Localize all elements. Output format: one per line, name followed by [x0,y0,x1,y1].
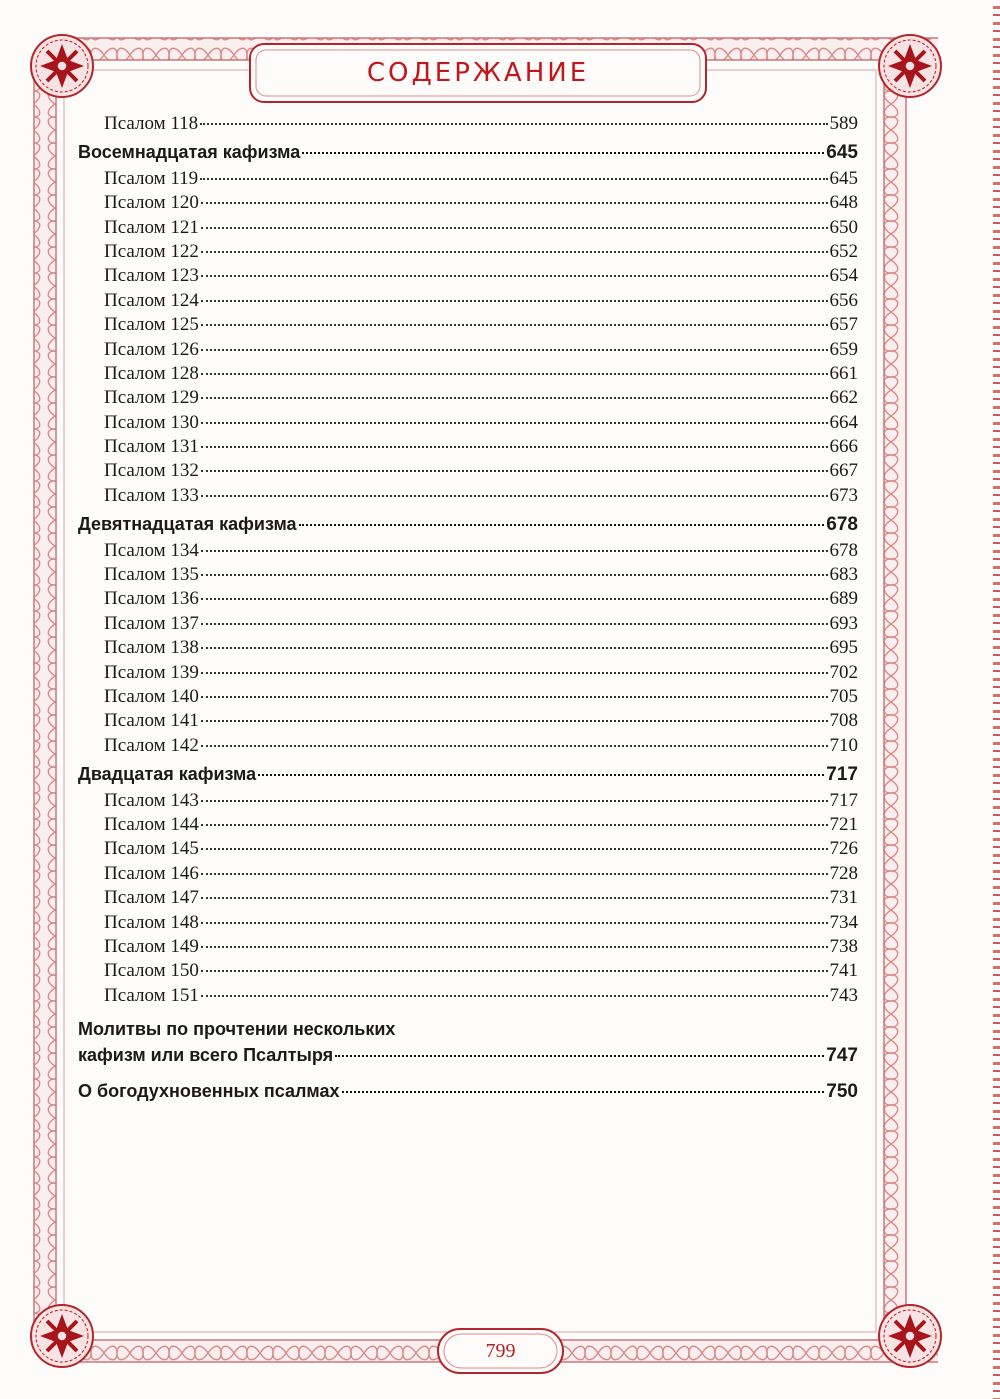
dot-leader [201,878,828,899]
page-title: СОДЕРЖАНИЕ [366,58,590,88]
toc-prayers-line2-row [78,1041,858,1065]
toc-heading-label: Девятнадцатая кафизма [78,514,297,535]
page-number: 799 [485,1339,516,1362]
toc-entry-label: Псалом 149 [104,935,199,957]
toc-entry-page: 693 [829,612,858,634]
toc-entry-label: Псалом 148 [104,911,199,933]
toc-entry-label: Псалом 131 [104,436,199,458]
toc-prayers-line1: Молитвы по прочтении нескольких [78,1019,396,1040]
toc-heading-page: 717 [826,764,858,786]
toc-prayers-line2: кафизм или всего Псалтыря [78,1045,334,1066]
toc-entry-page: 743 [829,984,858,1006]
toc-entry-label: Псалом 150 [104,960,199,982]
toc-entry-label: Псалом 141 [104,710,199,732]
toc-entry-label: Псалом 137 [104,612,199,634]
toc-entry[interactable] [78,108,858,132]
dot-leader [201,183,828,204]
toc-entry-label: Псалом 147 [104,887,199,909]
toc-entry-page: 654 [829,265,858,287]
dot-leader [201,976,828,997]
dot-leader [201,726,828,747]
dot-leader [201,927,828,948]
toc-entry-page: 689 [829,588,858,610]
toc-entry-page: 728 [829,862,858,884]
toc-entry-label: Псалом 143 [104,789,199,811]
dot-leader [335,1037,824,1057]
toc-entry-page: 666 [829,436,858,458]
toc-entry-page: 683 [829,564,858,586]
toc-entry-label: Псалом 118 [104,113,199,134]
dot-leader [201,854,828,875]
toc-section-list [78,163,858,504]
toc-entry-page: 702 [829,661,858,683]
toc-heading-page: 645 [826,142,858,164]
toc-entry-page: 667 [829,460,858,482]
toc-heading-label: Восемнадцатая кафизма [78,142,301,163]
toc-entry-page: 657 [829,314,858,336]
dot-leader [201,427,828,448]
toc-entry-label: Псалом 120 [104,192,199,214]
toc-entry-label: Псалом 151 [104,984,199,1006]
dot-leader [299,506,825,526]
toc-entry-label: Псалом 125 [104,314,199,336]
dot-leader [201,451,828,472]
toc-entry-page: 738 [829,935,858,957]
toc-entry-page: 589 [829,113,858,134]
toc-entry-label: Псалом 145 [104,838,199,860]
toc-entry-label: Псалом 133 [104,484,199,506]
toc-section-list [78,785,858,1005]
toc-entry-label: Псалом 123 [104,265,199,287]
dot-leader [201,208,828,229]
toc-heading-label: Двадцатая кафизма [78,764,257,785]
toc-about-label: О богодухновенных псалмах [78,1081,340,1102]
toc-entry[interactable] [78,480,858,504]
toc-entry-label: Псалом 126 [104,338,199,360]
dot-leader [201,232,828,253]
toc-entry-page: 741 [829,960,858,982]
dot-leader [201,701,828,722]
toc-entry-label: Псалом 144 [104,813,199,835]
toc-entry-label: Псалом 129 [104,387,199,409]
toc-entry-page: 664 [829,411,858,433]
toc-entry-page: 678 [829,539,858,561]
toc-entry-page: 661 [829,362,858,384]
toc-entry-label: Псалом 132 [104,460,199,482]
toc-prayers-page: 747 [826,1045,858,1067]
table-of-contents [78,108,858,1102]
toc-about-page: 750 [826,1081,858,1103]
toc-entry-label: Псалом 142 [104,734,199,756]
toc-entry-label: Псалом 134 [104,539,199,561]
dot-leader [201,330,828,351]
toc-entry-page: 734 [829,911,858,933]
dot-leader [201,305,828,326]
dot-leader [201,403,828,424]
dot-leader [200,104,827,125]
dot-leader [201,805,828,826]
toc-entry-label: Псалом 135 [104,564,199,586]
toc-entry-page: 659 [829,338,858,360]
dot-leader [302,134,824,154]
toc-entry-page: 662 [829,387,858,409]
dot-leader [201,256,828,277]
toc-section-list [78,535,858,755]
dot-leader [201,281,828,302]
dot-leader [201,903,828,924]
toc-entry-label: Псалом 140 [104,685,199,707]
toc-entry-label: Псалом 138 [104,637,199,659]
toc-entry-page: 645 [829,167,858,189]
dot-leader [342,1073,825,1093]
toc-entry-label: Псалом 119 [104,167,199,189]
toc-entry-page: 648 [829,192,858,214]
toc-entry-label: Псалом 130 [104,411,199,433]
toc-entry-page: 726 [829,838,858,860]
toc-entry-page: 650 [829,216,858,238]
dot-leader [201,579,828,600]
toc-entry-page: 721 [829,813,858,835]
toc-entry-page: 731 [829,887,858,909]
toc-entry-page: 673 [829,484,858,506]
dot-leader [201,628,828,649]
toc-entry-page: 695 [829,637,858,659]
toc-entry-label: Псалом 121 [104,216,199,238]
toc-entry-page: 717 [829,789,858,811]
toc-entry-label: Псалом 139 [104,661,199,683]
toc-entry-page: 656 [829,289,858,311]
toc-prayers-entry[interactable] [78,1017,858,1065]
toc-entry-page: 652 [829,240,858,262]
toc-entry-page: 710 [829,734,858,756]
toc-entry-page: 708 [829,710,858,732]
dot-leader [201,531,828,552]
dot-leader [258,756,824,776]
dot-leader [201,677,828,698]
dot-leader [201,653,828,674]
dot-leader [201,378,828,399]
toc-heading-page: 678 [826,514,858,536]
toc-entry-label: Псалом 122 [104,240,199,262]
dot-leader [201,781,828,802]
toc-entry[interactable] [78,980,858,1004]
toc-entry-label: Псалом 136 [104,588,199,610]
toc-entry-label: Псалом 128 [104,362,199,384]
dot-leader [201,951,828,972]
toc-entry[interactable] [78,730,858,754]
toc-entry-page: 705 [829,685,858,707]
dot-leader [201,476,828,497]
toc-about-entry[interactable] [78,1077,858,1101]
dot-leader [201,604,828,625]
dot-leader [201,555,828,576]
toc-entry-label: Псалом 124 [104,289,199,311]
toc-entry-label: Псалом 146 [104,862,199,884]
dot-leader [201,354,828,375]
dot-leader [200,159,827,180]
dot-leader [201,829,828,850]
